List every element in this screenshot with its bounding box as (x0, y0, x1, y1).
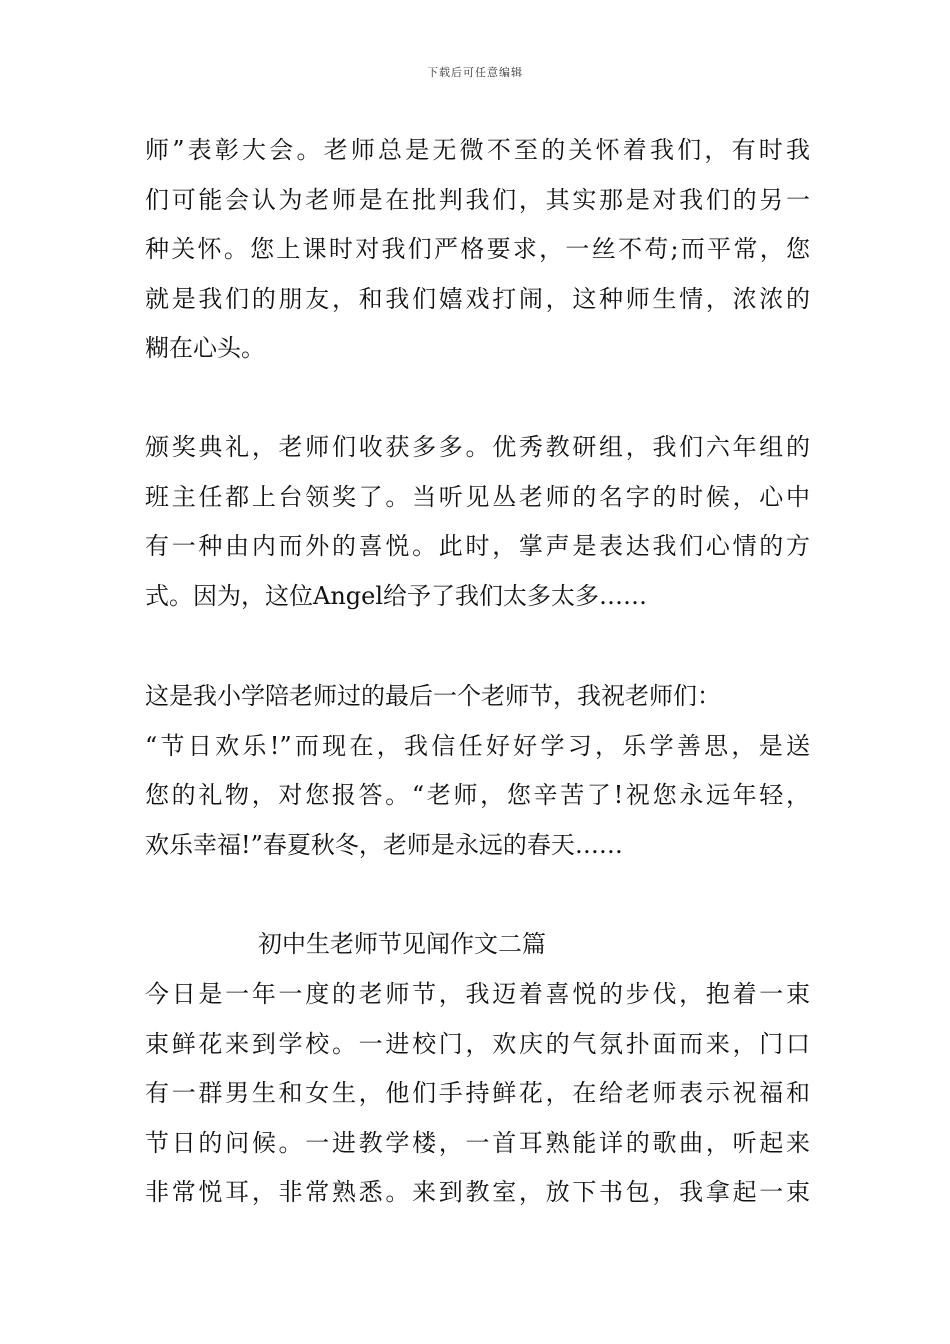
paragraph-line: 式。因为，这位Angel给予了我们太多太多…… (145, 581, 648, 610)
paragraph-1 (145, 126, 810, 374)
section-title: 初中生老师节见闻作文二篇 (258, 930, 546, 958)
paragraph-line: 非常悦耳，非常熟悉。来到教室，放下书包，我拿起一束 (145, 1178, 810, 1207)
paragraph-line: 们可能会认为老师是在批判我们，其实那是对我们的另一 (145, 185, 810, 214)
paragraph-3 (145, 672, 810, 870)
paragraph-line: 颁奖典礼，老师们收获多多。优秀教研组，我们六年组的 (145, 433, 810, 461)
paragraph-line: 束鲜花来到学校。一进校门，欢庆的气氛扑面而来，门口 (145, 1029, 810, 1058)
paragraph-line: 今日是一年一度的老师节，我迈着喜悦的步伐，抱着一束 (145, 980, 810, 1008)
section-paragraph (145, 970, 810, 1218)
paragraph-line: 这是我小学陪老师过的最后一个老师节，我祝老师们： (145, 682, 721, 710)
paragraph-line: 师”表彰大会。老师总是无微不至的关怀着我们，有时我 (145, 136, 810, 164)
paragraph-line: 节日的问候。一进教学楼，一首耳熟能详的歌曲，听起来 (145, 1128, 810, 1157)
paragraph-line: 您的礼物，对您报答。“老师，您辛苦了!祝您永远年轻， (145, 781, 810, 810)
paragraph-line: 糊在心头。 (145, 334, 265, 363)
page-header: 下载后可任意编辑 (427, 66, 523, 79)
paragraph-line: 种关怀。您上课时对我们严格要求，一丝不苟;而平常，您 (145, 235, 810, 264)
paragraph-line: 有一群男生和女生，他们手持鲜花，在给老师表示祝福和 (145, 1079, 810, 1108)
paragraph-line: 欢乐幸福!”春夏秋冬，老师是永远的春天…… (145, 830, 623, 859)
paragraph-line: 班主任都上台领奖了。当听见丛老师的名字的时候，心中 (145, 482, 810, 511)
paragraph-line: 有一种由内而外的喜悦。此时，掌声是表达我们心情的方 (145, 532, 810, 561)
paragraph-2 (145, 423, 810, 621)
paragraph-line: “节日欢乐!”而现在，我信任好好学习，乐学善思，是送 (145, 731, 810, 760)
paragraph-line: 就是我们的朋友，和我们嬉戏打闹，这种师生情，浓浓的 (145, 284, 810, 313)
